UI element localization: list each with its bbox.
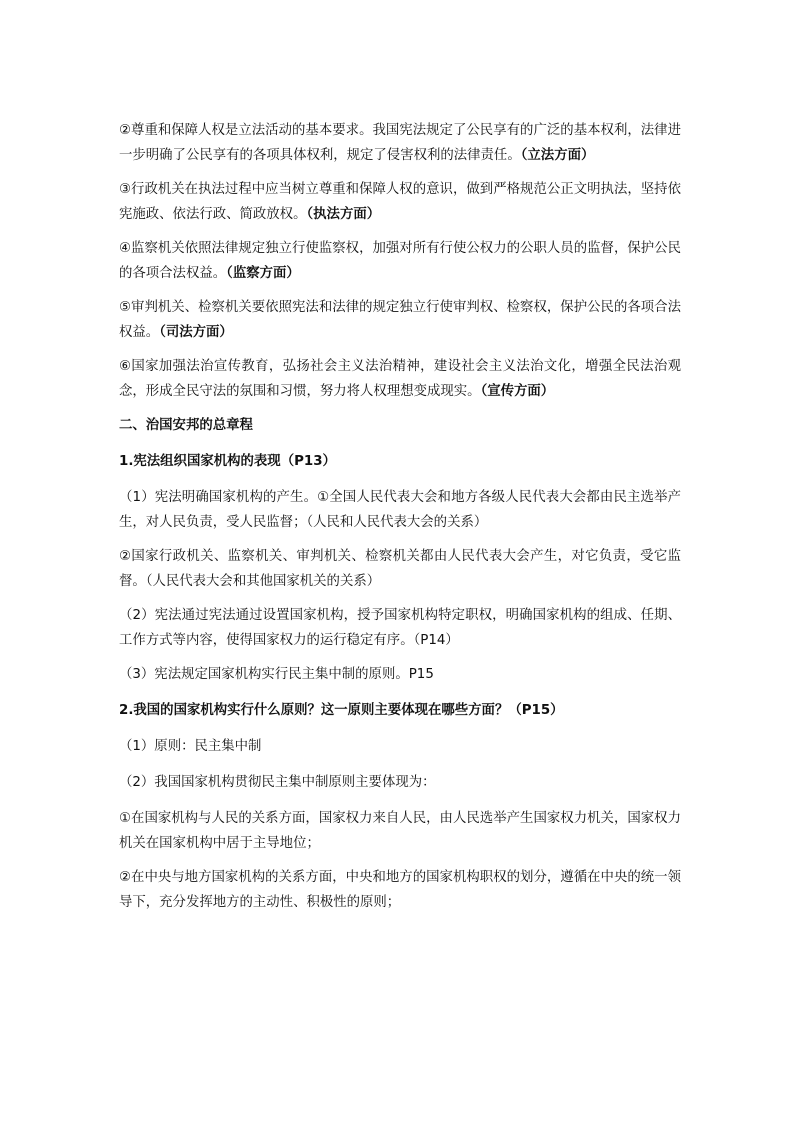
paragraph-tag: （监察方面）	[226, 266, 300, 281]
question-heading-1: 1.宪法组织国家机构的表现（P13）	[119, 454, 336, 469]
paragraph-tag: （执法方面）	[306, 207, 381, 222]
q2-point-1: ①在国家机构与人民的关系方面，国家权力来自人民，由人民选举产生国家权力机关，国家权力机关在国家机构中居于主导地位；	[119, 811, 681, 851]
question-heading-2: 2.我国的国家机构实行什么原则？这一原则主要体现在哪些方面？（P15）	[119, 703, 564, 718]
q2-item-1: （1）原则：民主集中制	[119, 739, 262, 754]
paragraph-text: ④监察机关依照法律规定独立行使监察权，加强对所有行使公权力的公职人员的监督，保护公民的各项合法权益。	[119, 241, 681, 281]
paragraph-tag: （司法方面）	[159, 325, 233, 340]
paragraph-text: ③行政机关在执法过程中应当树立尊重和保障人权的意识，做到严格规范公正文明执法，坚持依宪施政、依法行政、简政放权。	[119, 182, 681, 222]
q1-item-1: （1）宪法明确国家机构的产生。①全国人民代表大会和地方各级人民代表大会都由民主选举产生，对人民负责，受人民监督；（人民和人民代表大会的关系）	[119, 490, 681, 530]
paragraph-text: ②尊重和保障人权是立法活动的基本要求。我国宪法规定了公民享有的广泛的基本权利，法律进一步明确了公民享有的各项具体权利，规定了侵害权利的法律责任。	[119, 123, 681, 163]
section-heading: 二、治国安邦的总章程	[119, 418, 253, 433]
paragraph-text: ⑤审判机关、检察机关要依照宪法和法律的规定独立行使审判权、检察权，保护公民的各项合法权益。	[119, 300, 681, 340]
q1-item-1b: ②国家行政机关、监察机关、审判机关、检察机关都由人民代表大会产生，对它负责，受它监督。（人民代表大会和其他国家机关的关系）	[119, 549, 681, 589]
paragraph-publicity	[119, 354, 681, 404]
paragraph-text: ⑥国家加强法治宣传教育，弘扬社会主义法治精神，建设社会主义法治文化，增强全民法治观念，形成全民守法的氛围和习惯，努力将人权理想变成现实。	[119, 359, 681, 399]
paragraph-tag: （宣传方面）	[480, 384, 555, 399]
q1-item-3: （3）宪法规定国家机构实行民主集中制的原则。P15	[119, 667, 434, 682]
paragraph-law-enforcement	[119, 177, 681, 227]
paragraph-tag: （立法方面）	[520, 148, 595, 163]
paragraph-supervision	[119, 236, 681, 286]
q1-item-2: （2）宪法通过宪法通过设置国家机构，授予国家机构特定职权，明确国家机构的组成、任期、工作方式等内容，使得国家权力的运行稳定有序。（P14）	[119, 608, 681, 648]
paragraph-legislation	[119, 118, 681, 168]
paragraph-judicial	[119, 295, 681, 345]
document-page	[119, 118, 681, 924]
q2-point-2: ②在中央与地方国家机构的关系方面，中央和地方的国家机构职权的划分，遵循在中央的统一领导下，充分发挥地方的主动性、积极性的原则；	[119, 870, 681, 910]
q2-item-2: （2）我国国家机构贯彻民主集中制原则主要体现为：	[119, 775, 436, 790]
